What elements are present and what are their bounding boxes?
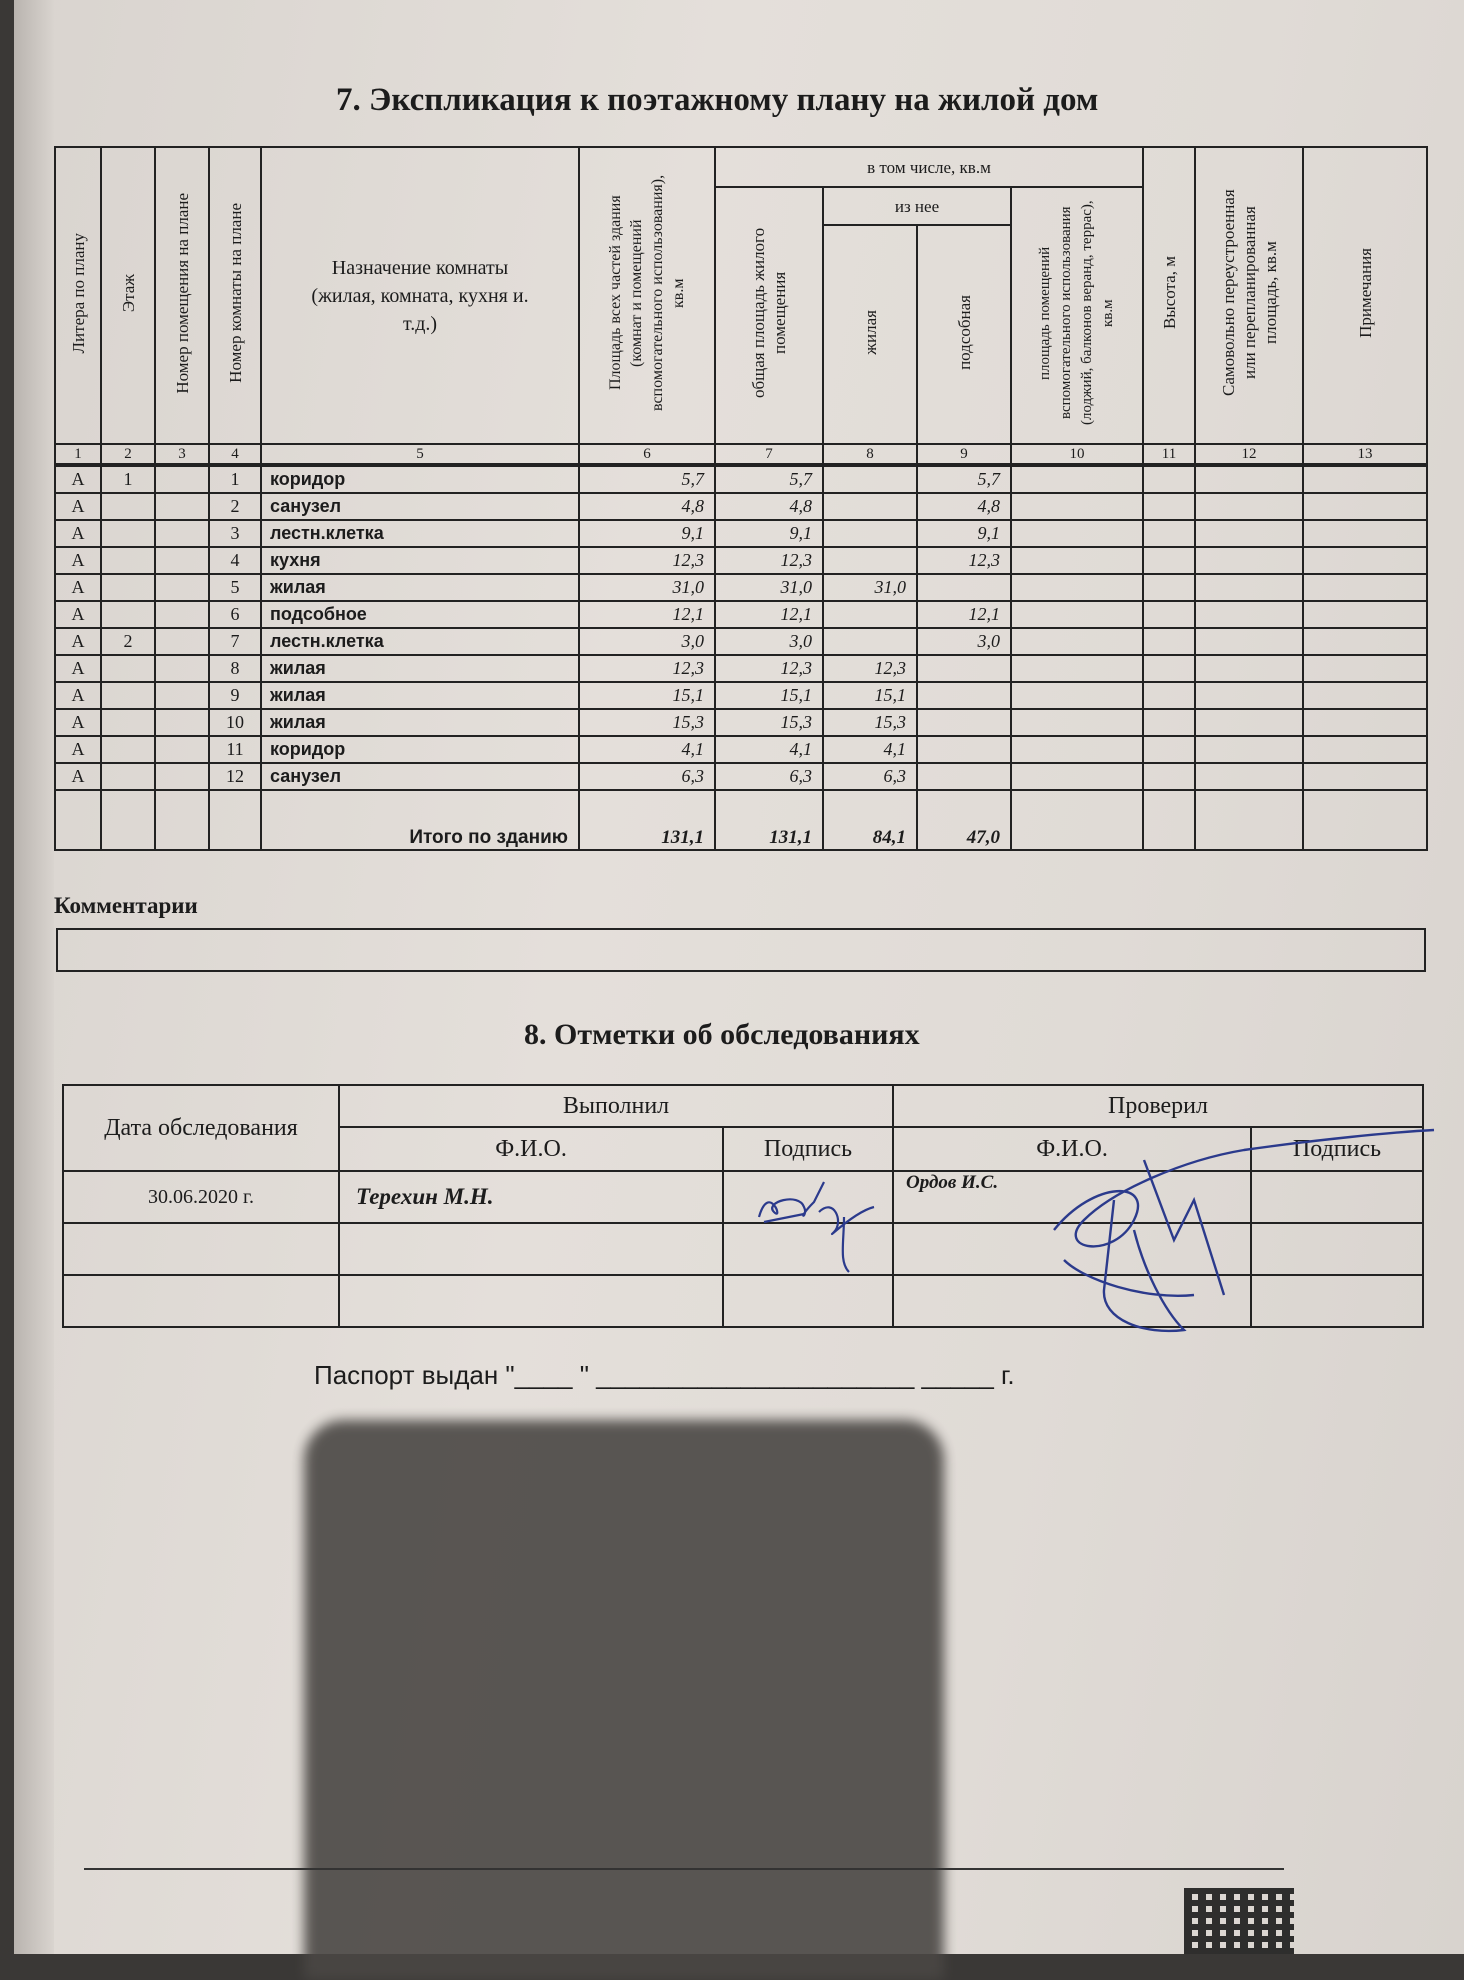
row-aux xyxy=(917,682,1011,709)
row-room-no: 10 xyxy=(209,709,261,736)
row-aux xyxy=(917,763,1011,790)
row-premise xyxy=(155,601,209,628)
performed-signature xyxy=(723,1171,893,1223)
totals-row xyxy=(55,790,1427,850)
table-row xyxy=(55,520,1427,547)
section8-title: 8. Отметки об обследованиях xyxy=(524,1018,920,1051)
row-aux: 12,3 xyxy=(917,547,1011,574)
row-aux-premises xyxy=(1011,763,1143,790)
row-total: 6,3 xyxy=(715,763,823,790)
row-floor xyxy=(101,574,155,601)
row-self-built xyxy=(1195,465,1303,493)
row-purpose: санузел xyxy=(261,763,579,790)
row-notes xyxy=(1303,601,1427,628)
header-notes: Примечания xyxy=(1303,147,1427,444)
row-area: 3,0 xyxy=(579,628,715,655)
row-total: 4,1 xyxy=(715,736,823,763)
row-notes xyxy=(1303,709,1427,736)
row-self-built xyxy=(1195,709,1303,736)
header-including: в том числе, кв.м xyxy=(715,147,1143,187)
table-row xyxy=(55,763,1427,790)
row-floor xyxy=(101,601,155,628)
row-living xyxy=(823,493,917,520)
row-purpose: коридор xyxy=(261,736,579,763)
row-litera: А xyxy=(55,682,101,709)
row-premise xyxy=(155,493,209,520)
row-living xyxy=(823,628,917,655)
row-notes xyxy=(1303,574,1427,601)
row-aux-premises xyxy=(1011,682,1143,709)
table-row xyxy=(55,601,1427,628)
row-living: 4,1 xyxy=(823,736,917,763)
row-total: 15,1 xyxy=(715,682,823,709)
row-living: 31,0 xyxy=(823,574,917,601)
row-living: 12,3 xyxy=(823,655,917,682)
row-room-no: 9 xyxy=(209,682,261,709)
section7-title: 7. Экспликация к поэтажному плану на жилой дом xyxy=(336,82,1099,118)
header-total-living-area: общая площадь жилого помещения xyxy=(715,187,823,444)
row-premise xyxy=(155,547,209,574)
row-room-no: 7 xyxy=(209,628,261,655)
row-aux-premises xyxy=(1011,628,1143,655)
row-purpose: жилая xyxy=(261,682,579,709)
row-total: 9,1 xyxy=(715,520,823,547)
row-premise xyxy=(155,520,209,547)
row-room-no: 1 xyxy=(209,465,261,493)
row-area: 5,7 xyxy=(579,465,715,493)
hand-shadow xyxy=(304,1420,944,1980)
row-notes xyxy=(1303,682,1427,709)
row-purpose: лестн.клетка xyxy=(261,520,579,547)
row-height xyxy=(1143,601,1195,628)
table-row xyxy=(55,628,1427,655)
comments-box xyxy=(56,928,1426,972)
header-checked: Проверил xyxy=(893,1085,1423,1127)
header-survey-date: Дата обследования xyxy=(63,1085,339,1171)
row-aux-premises xyxy=(1011,709,1143,736)
row-area: 12,3 xyxy=(579,655,715,682)
passport-issued-line: Паспорт выдан "____ " ______________________ _____ г. xyxy=(314,1360,1015,1390)
footer-line xyxy=(84,1868,1284,1870)
row-purpose: кухня xyxy=(261,547,579,574)
row-self-built xyxy=(1195,574,1303,601)
totals-living: 84,1 xyxy=(823,790,917,850)
header-of-which: из нее xyxy=(823,187,1011,225)
row-area: 12,1 xyxy=(579,601,715,628)
row-premise xyxy=(155,709,209,736)
qr-code-icon xyxy=(1184,1888,1294,1954)
row-notes xyxy=(1303,655,1427,682)
binding-gutter xyxy=(14,0,54,1954)
row-living: 15,1 xyxy=(823,682,917,709)
row-self-built xyxy=(1195,682,1303,709)
row-litera: А xyxy=(55,574,101,601)
row-aux: 5,7 xyxy=(917,465,1011,493)
row-litera: А xyxy=(55,520,101,547)
row-premise xyxy=(155,574,209,601)
row-floor xyxy=(101,736,155,763)
row-premise xyxy=(155,465,209,493)
survey-date: 30.06.2020 г. xyxy=(63,1171,339,1223)
totals-total: 131,1 xyxy=(715,790,823,850)
table-row xyxy=(55,736,1427,763)
row-purpose: лестн.клетка xyxy=(261,628,579,655)
row-height xyxy=(1143,736,1195,763)
header-auxiliary: подсобная xyxy=(917,225,1011,444)
row-premise xyxy=(155,655,209,682)
table-row xyxy=(55,465,1427,493)
survey-row-empty xyxy=(63,1223,1423,1275)
row-aux: 4,8 xyxy=(917,493,1011,520)
row-litera: А xyxy=(55,655,101,682)
header-height: Высота, м xyxy=(1143,147,1195,444)
row-aux xyxy=(917,736,1011,763)
header-performed: Выполнил xyxy=(339,1085,893,1127)
row-litera: А xyxy=(55,736,101,763)
row-total: 3,0 xyxy=(715,628,823,655)
comments-label: Комментарии xyxy=(54,893,198,918)
row-purpose: жилая xyxy=(261,709,579,736)
row-height xyxy=(1143,547,1195,574)
row-total: 12,1 xyxy=(715,601,823,628)
row-notes xyxy=(1303,628,1427,655)
row-self-built xyxy=(1195,601,1303,628)
row-aux: 9,1 xyxy=(917,520,1011,547)
row-living xyxy=(823,547,917,574)
row-total: 4,8 xyxy=(715,493,823,520)
row-purpose: жилая xyxy=(261,655,579,682)
header-premise-no: Номер помещения на плане xyxy=(155,147,209,444)
column-number-row: 1 2 3 4 5 6 7 8 9 10 11 12 13 xyxy=(55,444,1427,465)
row-self-built xyxy=(1195,763,1303,790)
row-self-built xyxy=(1195,736,1303,763)
table-row xyxy=(55,493,1427,520)
row-height xyxy=(1143,682,1195,709)
row-area: 9,1 xyxy=(579,520,715,547)
row-height xyxy=(1143,520,1195,547)
row-aux-premises xyxy=(1011,574,1143,601)
row-room-no: 8 xyxy=(209,655,261,682)
row-living xyxy=(823,520,917,547)
row-height xyxy=(1143,709,1195,736)
row-area: 12,3 xyxy=(579,547,715,574)
row-purpose: санузел xyxy=(261,493,579,520)
row-area: 31,0 xyxy=(579,574,715,601)
row-living: 15,3 xyxy=(823,709,917,736)
row-premise xyxy=(155,628,209,655)
row-aux-premises xyxy=(1011,493,1143,520)
row-purpose: коридор xyxy=(261,465,579,493)
row-litera: А xyxy=(55,547,101,574)
header-room-no: Номер комнаты на плане xyxy=(209,147,261,444)
row-self-built xyxy=(1195,493,1303,520)
checked-signature xyxy=(1251,1171,1423,1223)
row-litera: А xyxy=(55,763,101,790)
row-room-no: 4 xyxy=(209,547,261,574)
row-notes xyxy=(1303,547,1427,574)
row-notes xyxy=(1303,465,1427,493)
row-aux xyxy=(917,709,1011,736)
row-floor xyxy=(101,547,155,574)
row-litera: А xyxy=(55,628,101,655)
survey-table xyxy=(62,1084,1424,1328)
survey-row-empty xyxy=(63,1275,1423,1327)
row-litera: А xyxy=(55,709,101,736)
row-litera: А xyxy=(55,493,101,520)
row-total: 5,7 xyxy=(715,465,823,493)
row-aux-premises xyxy=(1011,465,1143,493)
row-purpose: подсобное xyxy=(261,601,579,628)
row-notes xyxy=(1303,736,1427,763)
table-row xyxy=(55,655,1427,682)
row-aux: 12,1 xyxy=(917,601,1011,628)
checked-fio: Ордов И.С. xyxy=(893,1171,1251,1223)
row-self-built xyxy=(1195,520,1303,547)
row-area: 15,1 xyxy=(579,682,715,709)
row-floor xyxy=(101,709,155,736)
row-area: 4,8 xyxy=(579,493,715,520)
row-area: 4,1 xyxy=(579,736,715,763)
table-row xyxy=(55,682,1427,709)
row-floor xyxy=(101,520,155,547)
survey-row xyxy=(63,1171,1423,1223)
row-height xyxy=(1143,574,1195,601)
row-aux-premises xyxy=(1011,655,1143,682)
row-floor xyxy=(101,655,155,682)
row-aux-premises xyxy=(1011,601,1143,628)
row-floor: 1 xyxy=(101,465,155,493)
row-total: 12,3 xyxy=(715,655,823,682)
row-aux xyxy=(917,574,1011,601)
row-area: 6,3 xyxy=(579,763,715,790)
header-living: жилая xyxy=(823,225,917,444)
row-notes xyxy=(1303,763,1427,790)
row-area: 15,3 xyxy=(579,709,715,736)
row-self-built xyxy=(1195,547,1303,574)
row-litera: А xyxy=(55,465,101,493)
row-room-no: 12 xyxy=(209,763,261,790)
row-self-built xyxy=(1195,628,1303,655)
row-aux xyxy=(917,655,1011,682)
row-room-no: 5 xyxy=(209,574,261,601)
header-purpose: Назначение комнаты (жилая, комната, кухня и. т.д.) xyxy=(261,147,579,444)
row-premise xyxy=(155,682,209,709)
header-floor: Этаж xyxy=(101,147,155,444)
row-floor xyxy=(101,763,155,790)
totals-area: 131,1 xyxy=(579,790,715,850)
row-floor: 2 xyxy=(101,628,155,655)
row-aux-premises xyxy=(1011,520,1143,547)
row-living: 6,3 xyxy=(823,763,917,790)
header-self-built: Самовольно переустроенная или перепланированная площадь, кв.м xyxy=(1195,147,1303,444)
row-aux-premises xyxy=(1011,736,1143,763)
row-room-no: 11 xyxy=(209,736,261,763)
header-litera: Литера по плану xyxy=(55,147,101,444)
row-total: 12,3 xyxy=(715,547,823,574)
row-living xyxy=(823,465,917,493)
header-performed-signature: Подпись xyxy=(723,1127,893,1171)
row-notes xyxy=(1303,493,1427,520)
row-room-no: 3 xyxy=(209,520,261,547)
row-height xyxy=(1143,763,1195,790)
totals-aux: 47,0 xyxy=(917,790,1011,850)
header-checked-signature: Подпись xyxy=(1251,1127,1423,1171)
table-row xyxy=(55,547,1427,574)
row-room-no: 2 xyxy=(209,493,261,520)
row-height xyxy=(1143,655,1195,682)
row-premise xyxy=(155,763,209,790)
row-aux: 3,0 xyxy=(917,628,1011,655)
row-height xyxy=(1143,628,1195,655)
table-row xyxy=(55,574,1427,601)
explication-table xyxy=(54,146,1428,851)
header-area-all: Площадь всех частей здания (комнат и помещений вспомогательного использования), кв.м xyxy=(579,147,715,444)
row-height xyxy=(1143,493,1195,520)
row-self-built xyxy=(1195,655,1303,682)
row-purpose: жилая xyxy=(261,574,579,601)
row-premise xyxy=(155,736,209,763)
performed-fio: Терехин М.Н. xyxy=(339,1171,723,1223)
header-performed-fio: Ф.И.О. xyxy=(339,1127,723,1171)
totals-label: Итого по зданию xyxy=(261,790,579,850)
row-floor xyxy=(101,493,155,520)
table-row xyxy=(55,709,1427,736)
row-height xyxy=(1143,465,1195,493)
row-total: 15,3 xyxy=(715,709,823,736)
document-page xyxy=(14,0,1464,1954)
row-litera: А xyxy=(55,601,101,628)
row-total: 31,0 xyxy=(715,574,823,601)
row-living xyxy=(823,601,917,628)
row-notes xyxy=(1303,520,1427,547)
header-aux-premises: площадь помещений вспомогательного использования (лоджий, балконов веранд, террас), кв.м xyxy=(1011,187,1143,444)
row-floor xyxy=(101,682,155,709)
row-room-no: 6 xyxy=(209,601,261,628)
header-checked-fio: Ф.И.О. xyxy=(893,1127,1251,1171)
row-aux-premises xyxy=(1011,547,1143,574)
